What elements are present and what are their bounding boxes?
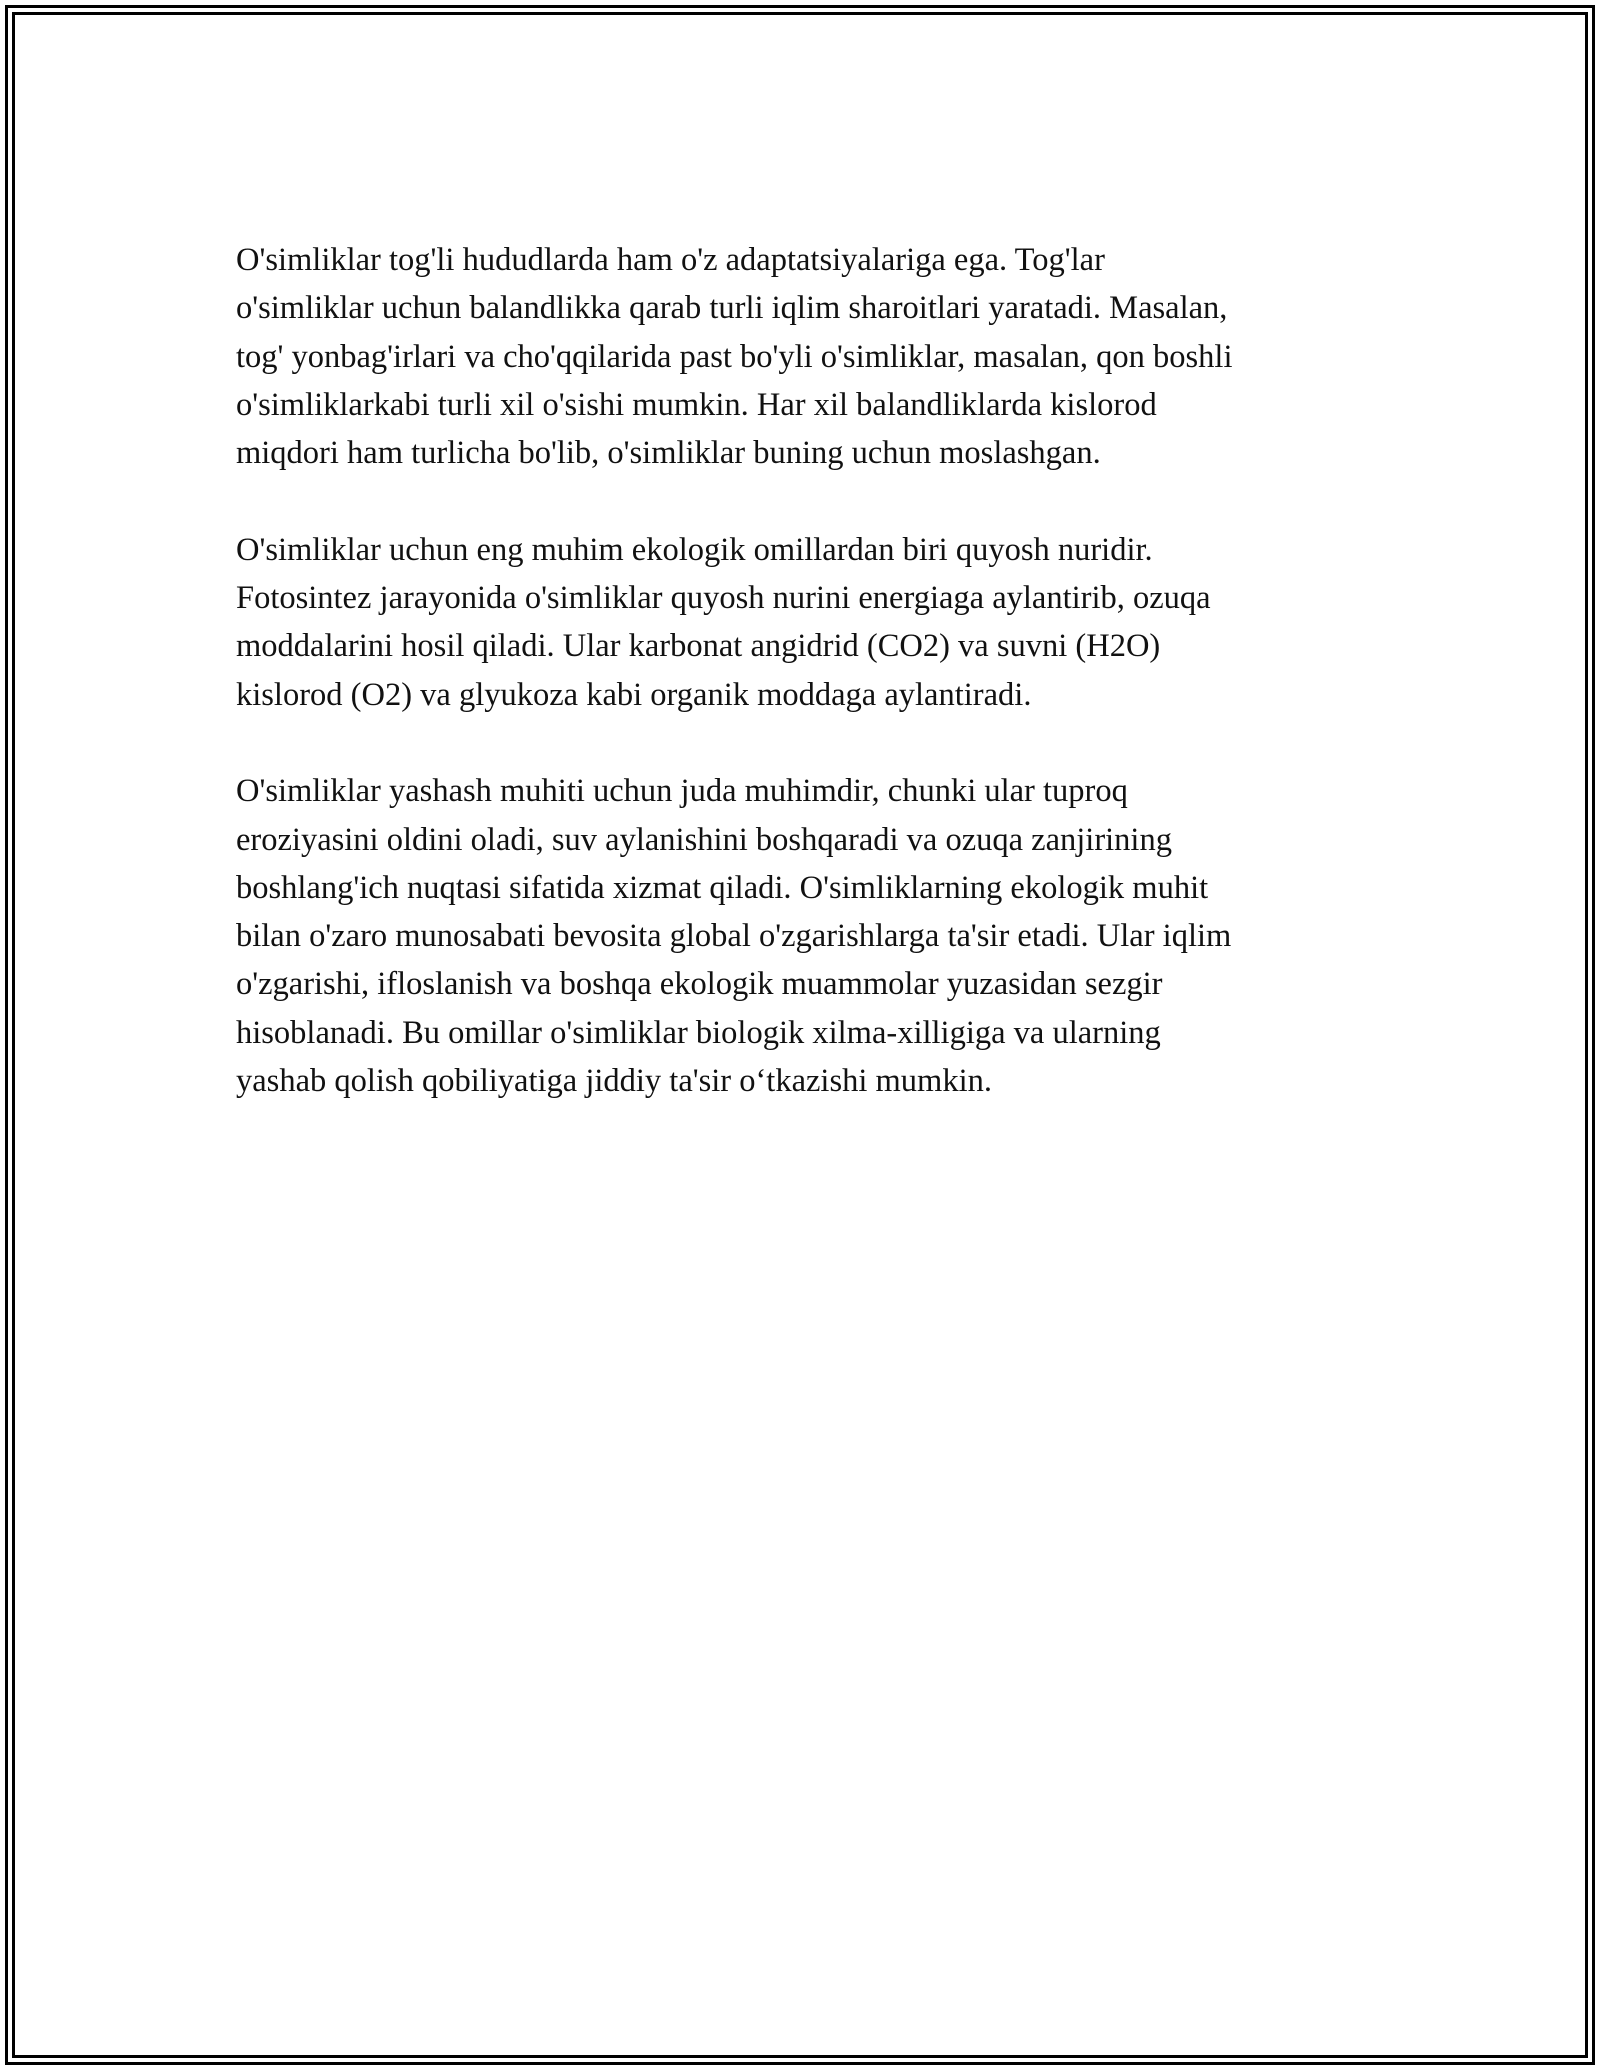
text-line: O'simliklar uchun eng muhim ekologik omillardan biri quyosh nuridir.: [236, 531, 1153, 568]
text-line: o'simliklarkabi turli xil o'sishi mumkin. Har xil balandliklarda kislorod: [236, 386, 1157, 423]
text-line: kislorod (O2) va glyukoza kabi organik moddaga aylantiradi.: [236, 676, 1032, 713]
paragraph-sunlight-photosynthesis: [236, 526, 1376, 719]
paragraph-mountain-adaptations: [236, 236, 1376, 477]
text-line: O'simliklar yashash muhiti uchun juda muhimdir, chunki ular tuproq: [236, 773, 1128, 810]
document-body: [236, 236, 1376, 1105]
text-line: Fotosintez jarayonida o'simliklar quyosh nurini energiaga aylantirib, ozuqa: [236, 580, 1211, 617]
text-line: o'simliklar uchun balandlikka qarab turli iqlim sharoitlari yaratadi. Masalan,: [236, 290, 1228, 327]
text-line: yashab qolish qobiliyatiga jiddiy ta'sir o‘tkazishi mumkin.: [236, 1063, 992, 1100]
text-line: bilan o'zaro munosabati bevosita global o'zgarishlarga ta'sir etadi. Ular iqlim: [236, 918, 1232, 955]
paragraph-habitat-importance: [236, 767, 1376, 1105]
text-line: eroziyasini oldini oladi, suv aylanishini boshqaradi va ozuqa zanjirining: [236, 821, 1172, 858]
text-line: miqdori ham turlicha bo'lib, o'simliklar buning uchun moslashgan.: [236, 435, 1101, 472]
text-line: moddalarini hosil qiladi. Ular karbonat angidrid (CO2) va suvni (H2O): [236, 628, 1161, 665]
text-line: tog' yonbag'irlari va cho'qqilarida past bo'yli o'simliklar, masalan, qon boshli: [236, 338, 1233, 375]
text-line: o'zgarishi, ifloslanish va boshqa ekologik muammolar yuzasidan sezgir: [236, 966, 1163, 1003]
text-line: boshlang'ich nuqtasi sifatida xizmat qiladi. O'simliklarning ekologik muhit: [236, 869, 1209, 906]
text-line: O'simliklar tog'li hududlarda ham o'z adaptatsiyalariga ega. Tog'lar: [236, 242, 1105, 278]
text-line: hisoblanadi. Bu omillar o'simliklar biologik xilma-xilligiga va ularning: [236, 1014, 1161, 1051]
